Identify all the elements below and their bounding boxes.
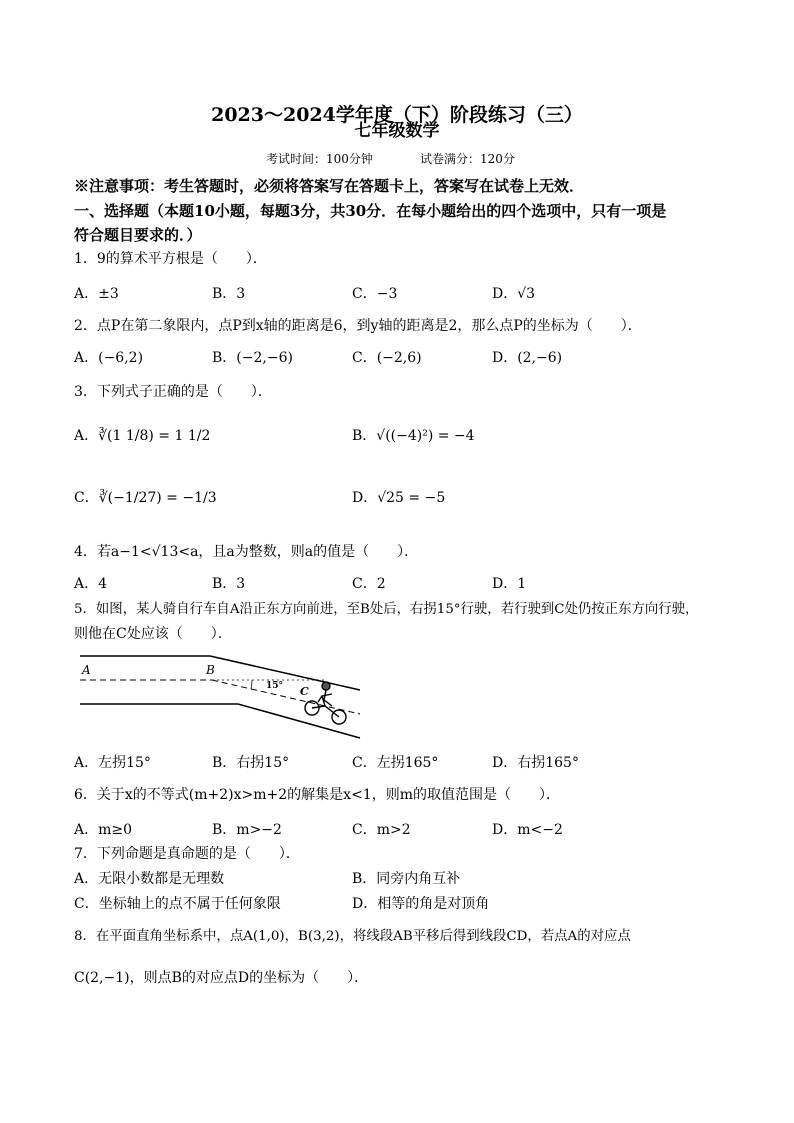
question-7-stem: 7．下列命题是真命题的是（ ）． [74, 846, 300, 862]
q6-option-c: C．m>2 [352, 822, 411, 838]
q6-option-d: D．m<−2 [492, 822, 563, 838]
q7-option-c: C．坐标轴上的点不属于任何象限 [74, 896, 281, 912]
q5-option-c: C．左拐165° [352, 755, 439, 771]
question-8-stem-cont: C(2,−1)，则点B的对应点D的坐标为（ ）． [74, 970, 369, 986]
q4-option-d: D．1 [492, 576, 527, 592]
question-1-stem: 1．9的算术平方根是（ ）． [74, 251, 267, 267]
notice: ※注意事项：考生答题时，必须将答案写在答题卡上，答案写在试卷上无效． [74, 177, 585, 195]
question-6-stem: 6．关于x的不等式(m+2)x>m+2的解集是x<1，则m的取值范围是（ ）． [74, 787, 560, 803]
full-score: 试卷满分：120分 [420, 152, 515, 166]
q1-option-b: B．3 [212, 286, 246, 302]
question-8-stem: 8．在平面直角坐标系中，点A(1,0)，B(3,2)，将线段AB平移后得到线段CD，若点A的对应点 [74, 929, 631, 944]
question-5-stem-cont: 则他在C处应该（ ）． [74, 626, 232, 642]
bicycle-route-figure [80, 650, 365, 742]
q3-option-d: D．√25 = −5 [352, 490, 446, 506]
q4-option-a: A．4 [74, 576, 108, 592]
q7-option-a: A．无限小数都是无理数 [74, 871, 225, 887]
q3-option-a: A．∛(1 1/8) = 1 1/2 [74, 428, 211, 444]
exam-time: 考试时间：100分钟 [266, 152, 373, 166]
section-heading-line1: 一、选择题（本题10小题，每题3分，共30分．在每小题给出的四个选项中，只有一项是 [74, 202, 667, 220]
q1-option-c: C．−3 [352, 286, 398, 302]
q7-option-d: D．相等的角是对顶角 [352, 896, 490, 912]
question-5-stem: 5．如图，某人骑自行车自A沿正东方向前进，至B处后，右拐15°行驶，若行驶到C处仍按正东方向行驶， [74, 602, 699, 617]
section-heading-line2: 符合题目要求的．） [74, 226, 202, 244]
exam-subtitle: 七年级数学 [354, 121, 440, 141]
q2-option-a: A．(−6,2) [74, 350, 144, 366]
q5-option-b: B．右拐15° [212, 755, 290, 771]
question-2-stem: 2．点P在第二象限内，点P到x轴的距离是6，到y轴的距离是2，那么点P的坐标为（ ）． [74, 318, 642, 334]
figure-label-angle: 15° [266, 681, 284, 691]
q2-option-d: D．(2,−6) [492, 350, 563, 366]
q2-option-b: B．(−2,−6) [212, 350, 293, 366]
q6-option-a: A．m≥0 [74, 822, 133, 838]
q5-option-a: A．左拐15° [74, 755, 151, 771]
q1-option-a: A．±3 [74, 286, 119, 302]
q4-option-c: C．2 [352, 576, 386, 592]
figure-label-c: C [300, 685, 309, 698]
question-3-stem: 3．下列式子正确的是（ ）． [74, 384, 272, 400]
question-4-stem: 4．若a−1<√13<a，且a为整数，则a的值是（ ）． [74, 544, 419, 560]
q4-option-b: B．3 [212, 576, 246, 592]
q1-option-d: D．√3 [492, 286, 536, 302]
figure-label-a: A [82, 663, 91, 677]
figure-label-b: B [206, 663, 215, 677]
q7-option-b: B．同旁内角互补 [352, 871, 461, 887]
q6-option-b: B．m>−2 [212, 822, 282, 838]
q3-option-c: C．∛(−1/27) = −1/3 [74, 490, 217, 506]
q2-option-c: C．(−2,6) [352, 350, 422, 366]
exam-title: 2023～2024学年度（下）阶段练习（三） [211, 104, 583, 126]
q3-option-b: B．√((−4)²) = −4 [352, 428, 475, 444]
q5-option-d: D．右拐165° [492, 755, 579, 771]
